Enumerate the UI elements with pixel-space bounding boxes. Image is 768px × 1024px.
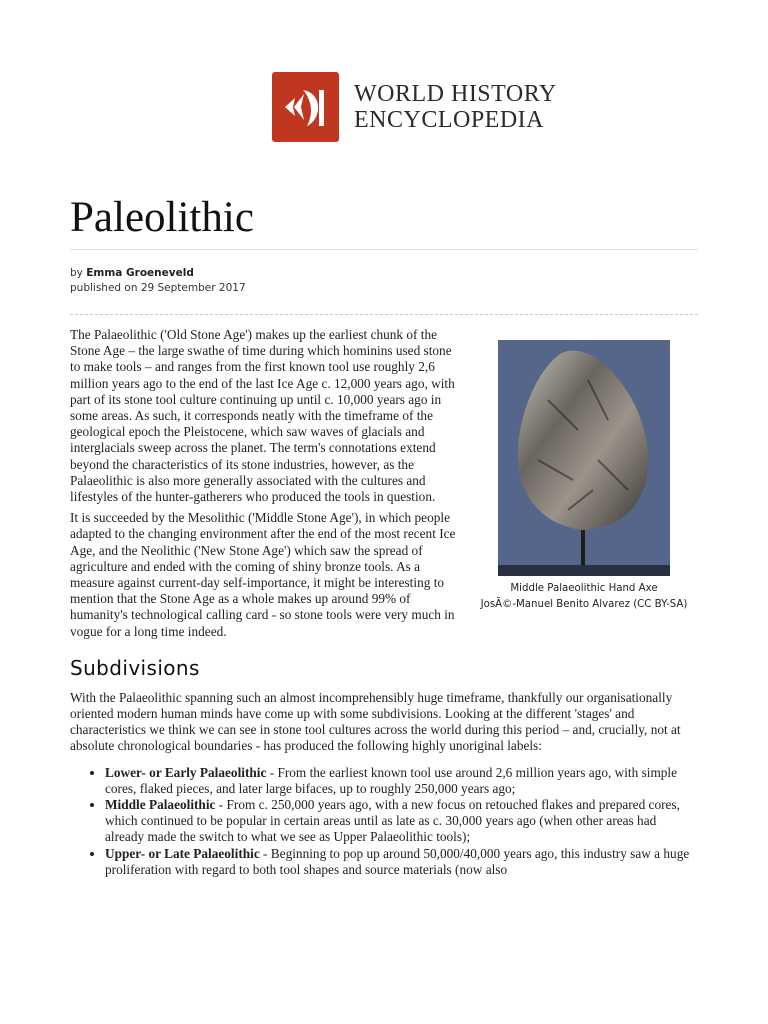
list-item-text: - From the earliest known tool use around 2,6 million years ago, with simple cores, flaked pieces, and later large bifaces, up to roughly 250,000 years ago; bbox=[105, 764, 678, 796]
logo-line-2: ENCYCLOPEDIA bbox=[354, 107, 544, 133]
hand-axe-image[interactable] bbox=[498, 340, 670, 576]
list-item bbox=[105, 765, 698, 797]
subdivision-list bbox=[70, 765, 698, 878]
logo-line-1: WORLD HISTORY bbox=[354, 81, 557, 107]
list-item-term: Lower- or Early Palaeolithic bbox=[105, 764, 267, 780]
logo-mark-icon bbox=[272, 72, 339, 142]
figure-caption: Middle Palaeolithic Hand Axe bbox=[510, 583, 658, 594]
list-item-term: Upper- or Late Palaeolithic bbox=[105, 845, 260, 861]
article-body bbox=[70, 327, 698, 878]
author-link[interactable]: Emma Groeneveld bbox=[86, 267, 194, 279]
site-logo[interactable] bbox=[272, 72, 557, 142]
publish-date: published on 29 September 2017 bbox=[70, 282, 246, 294]
list-item bbox=[105, 797, 698, 846]
meta-divider bbox=[70, 314, 698, 315]
list-item-text: - From c. 250,000 years ago, with a new focus on retouched flakes and prepared cores, which continued to be popular in certain areas until as late as c. 30,000 years ago (when other areas had already made the switch to what we see as Upper Palaeolithic tools); bbox=[105, 797, 680, 845]
article-figure bbox=[470, 340, 698, 613]
subdivisions-intro: With the Palaeolithic spanning such an almost incomprehensibly huge timeframe, thankfully our organisationally oriented modern human minds have come up with some subdivisions. Looking at the different 'stages' and characteristics we think we can see in stone tool cultures across the world during this period – and, crucially, not at absolute chronological boundaries - has produced the following highly unoriginal labels: bbox=[70, 689, 681, 754]
byline-prefix: by bbox=[70, 267, 83, 279]
page-title: Paleolithic bbox=[70, 194, 254, 241]
list-item-text: - Beginning to pop up around 50,000/40,000 years ago, this industry saw a huge proliferation with regard to both tool shapes and source materials (now also bbox=[105, 845, 690, 877]
byline bbox=[70, 266, 246, 281]
title-divider bbox=[70, 249, 698, 250]
intro-paragraph-2: It is succeeded by the Mesolithic ('Middle Stone Age'), in which people adapted to the changing environment after the end of the most recent Ice Age, and the Neolithic ('New Stone Age') which saw the spread of agriculture and ended with the coming of shiny bronze tools. As a measure against current-day self-importance, it might be interesting to mention that the Stone Age as a whole makes up around 99% of humanity's technological calling card - so stone tools were very much in vogue for a long time indeed. bbox=[70, 510, 456, 639]
figure-credit[interactable]: JosÃ©-Manuel Benito Alvarez (CC BY-SA) bbox=[480, 599, 688, 610]
list-item bbox=[105, 846, 698, 878]
section-heading-subdivisions: Subdivisions bbox=[70, 655, 200, 680]
list-item-term: Middle Palaeolithic bbox=[105, 797, 216, 813]
logo-wordmark bbox=[354, 81, 557, 133]
intro-paragraph-1: The Palaeolithic ('Old Stone Age') makes up the earliest chunk of the Stone Age – the large swathe of time during which hominins used stone to make tools – and ranges from the first known tool use roughly 2,6 million years ago to the end of the last Ice Age c. 12,000 years ago, with part of its stone tool culture continuing up until c. 10,000 years ago in some areas. As such, it corresponds neatly with the timeframe of the geological epoch the Pleistocene, which saw waves of glacials and interglacials sweep across the planet. The term's connotations extend beyond the characteristics of its stone industries, however, as the Palaeolithic is also more generally associated with the cultures and lifestyles of the hunter-gatherers who produced the tools in question. bbox=[70, 327, 455, 505]
article-meta bbox=[70, 266, 246, 296]
